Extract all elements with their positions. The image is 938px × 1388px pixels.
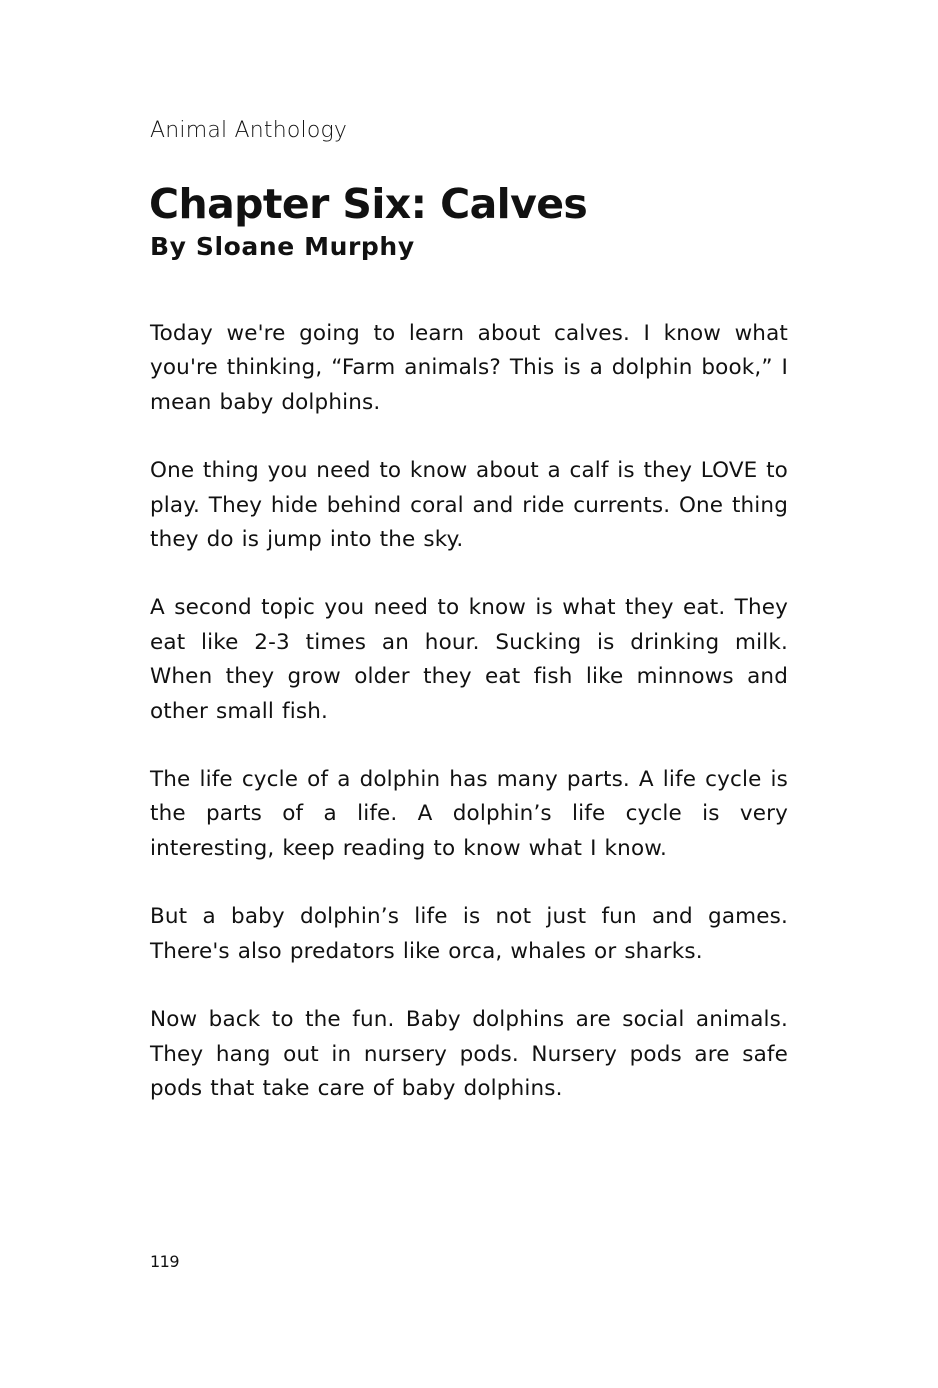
- paragraph: Now back to the fun. Baby dolphins are social animals. They hang out in nursery pods. Nursery pods are safe pods that take care of baby dolphins.: [150, 1007, 788, 1101]
- paragraph: A second topic you need to know is what they eat. They eat like 2-3 times an hour. Sucking is drinking milk. When they grow older they eat fish like minnows and other small fish.: [150, 595, 788, 724]
- chapter-body: [150, 317, 788, 1140]
- author-byline: By Sloane Murphy: [150, 232, 415, 261]
- paragraph: One thing you need to know about a calf is they LOVE to play. They hide behind coral and ride currents. One thing they do is jump into the sky.: [150, 458, 788, 553]
- running-header: Animal Anthology: [150, 118, 348, 143]
- paragraph: The life cycle of a dolphin has many parts. A life cycle is the parts of a life. A dolphin’s life cycle is very interesting, keep reading to know what I know.: [150, 767, 788, 861]
- paragraph: Today we're going to learn about calves. I know what you're thinking, “Farm animals? This is a dolphin book,” I mean baby dolphins.: [150, 321, 788, 415]
- chapter-title: Chapter Six: Calves: [149, 180, 588, 228]
- paragraph: But a baby dolphin’s life is not just fun and games. There's also predators like orca, whales or sharks.: [150, 904, 788, 964]
- page-number: 119: [150, 1252, 180, 1271]
